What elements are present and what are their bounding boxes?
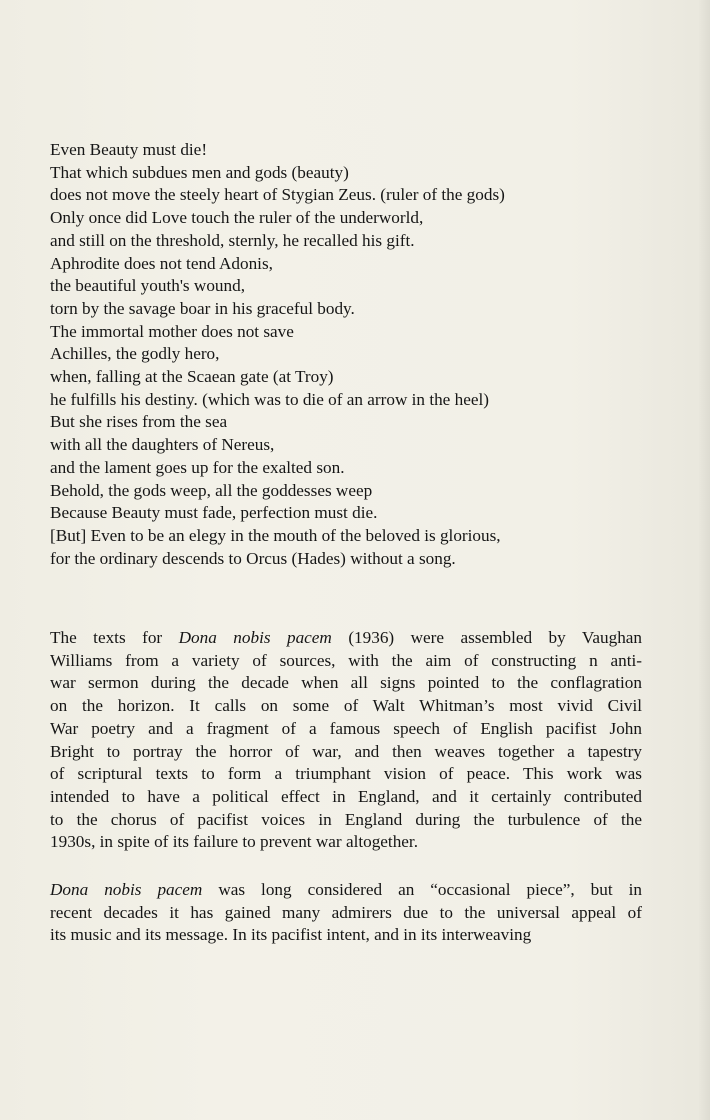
poem-line: Because Beauty must fade, perfection must die. [50, 503, 378, 523]
paragraph-line [50, 627, 642, 650]
poem-line: That which subdues men and gods (beauty) [50, 162, 349, 182]
poem-line: Behold, the gods weep, all the goddesses weep [50, 480, 373, 500]
paragraph-line: intended to have a political effect in England, and it certainly contributed [50, 786, 642, 806]
paragraph-dona-nobis-texts [50, 627, 642, 854]
poem-line: Even Beauty must die! [50, 140, 208, 159]
poem-line: when, falling at the Scaean gate (at Troy) [50, 367, 334, 387]
poem-line: he fulfills his destiny. (which was to die of an arrow in the heel) [50, 389, 489, 409]
poem-line: Only once did Love touch the ruler of the underworld, [50, 208, 424, 228]
poem-line: and the lament goes up for the exalted son. [50, 457, 345, 477]
paragraph-text: (1936) were assembled by Vaughan [331, 628, 643, 647]
poem-line: with all the daughters of Nereus, [50, 435, 275, 455]
paragraph-line: Bright to portray the horror of war, and then weaves together a tapestry [50, 741, 642, 761]
paragraph-line: its music and its message. In its pacifist intent, and in its interweaving [50, 925, 532, 945]
paragraph-line: War poetry and a fragment of a famous speech of English pacifist John [50, 718, 642, 738]
poem-line: for the ordinary descends to Orcus (Hades) without a song. [50, 548, 456, 568]
paragraph-text: The texts for [50, 628, 179, 647]
poem-line: the beautiful youth's wound, [50, 276, 245, 296]
poem-line: But she rises from the sea [50, 412, 228, 432]
poem-translation [50, 139, 650, 570]
paragraph-line: Williams from a variety of sources, with the aim of constructing n anti- [50, 650, 642, 670]
poem-line: does not move the steely heart of Stygian Zeus. (ruler of the gods) [50, 185, 505, 205]
page-edge [698, 0, 710, 1120]
work-title: Dona nobis pacem [50, 880, 203, 899]
paragraph-text: was long considered an “occasional piece”, but in [202, 880, 642, 899]
paragraph-occasional-piece [50, 879, 642, 947]
work-title: Dona nobis pacem [178, 628, 332, 647]
paragraph-line: on the horizon. It calls on some of Walt Whitman’s most vivid Civil [50, 696, 642, 716]
paragraph-line: of scriptural texts to form a triumphant vision of peace. This work was [50, 764, 642, 784]
paragraph-line: war sermon during the decade when all signs pointed to the conflagration [50, 673, 642, 693]
poem-line: Aphrodite does not tend Adonis, [50, 253, 273, 273]
poem-line: torn by the savage boar in his graceful body. [50, 298, 355, 318]
paragraph-line [50, 879, 642, 902]
poem-line: [But] Even to be an elegy in the mouth of the beloved is glorious, [50, 525, 501, 545]
paragraph-line: 1930s, in spite of its failure to prevent war altogether. [50, 832, 419, 852]
paragraph-line: to the chorus of pacifist voices in England during the turbulence of the [50, 809, 642, 829]
poem-line: and still on the threshold, sternly, he recalled his gift. [50, 230, 415, 250]
poem-line: Achilles, the godly hero, [50, 344, 220, 364]
paragraph-line: recent decades it has gained many admirers due to the universal appeal of [50, 902, 642, 922]
poem-line: The immortal mother does not save [50, 321, 294, 341]
